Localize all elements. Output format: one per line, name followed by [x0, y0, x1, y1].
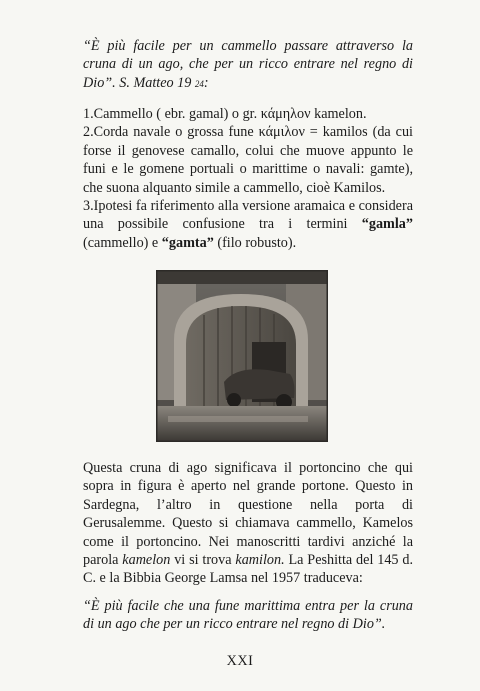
list-item-text: 3.Ipotesi fa riferimento alla versione aramaica e considera una possibile confusione tra i termini [83, 198, 413, 233]
list-item-text: (cammello) e [83, 234, 162, 251]
paragraph-text: Questa cruna di ago significava il portoncino che qui sopra in figura è aperto nel grande portone. Questo in Sardegna, l’altro in questione nella porta di Gerusalemme. Questo si chiamava cammello, Kamelos come il portoncino. Nei manoscritti tardivi anziché la parola [83, 460, 413, 569]
quote-text: “È più facile per un cammello passare attraverso la cruna di un ago, che per un ricco entrare nel regno di Dio”. [83, 38, 413, 91]
term-gamla: “gamla” [361, 216, 413, 233]
quote-reference-verse: 24 [194, 78, 204, 89]
list-item [83, 197, 413, 252]
word-kamilon: kamilon. [235, 552, 285, 569]
closing-quote: “È più facile che una fune marittima entra per la cruna di un ago che per un ricco entrare nel regno di Dio”. [83, 598, 413, 633]
word-kamelon: kamelon [122, 552, 171, 569]
quote-reference-colon: : [203, 74, 209, 91]
page-number: XXI [226, 653, 254, 669]
list-item: 2.Corda navale o grossa fune κάμιλον = kamilos (da cui forse il genovese camallo, colui che muove appunto le funi e le gomene portuali o marittime o navali: gamte), che suona alquanto simile a cammello, cioè Kamilos. [83, 124, 413, 196]
list-item: 1.Cammello ( ebr. gamal) o gr. κάμηλον kamelon. [83, 106, 367, 122]
explanation-paragraph [83, 459, 413, 588]
quote-reference: S. Matteo 19 [119, 74, 192, 91]
opening-quote [83, 37, 413, 93]
gate-photo-image [156, 270, 328, 442]
hypotheses-list [83, 105, 413, 252]
paragraph-text: vi si trova [170, 552, 236, 569]
gate-photograph [156, 270, 328, 442]
term-gamta: “gamta” [161, 234, 214, 251]
paragraph-text: La Peshitta del 145 d. C. e la Bibbia George Lamsa nel 1957 traduceva: [83, 552, 413, 587]
list-item-text: (filo robusto). [213, 234, 297, 251]
